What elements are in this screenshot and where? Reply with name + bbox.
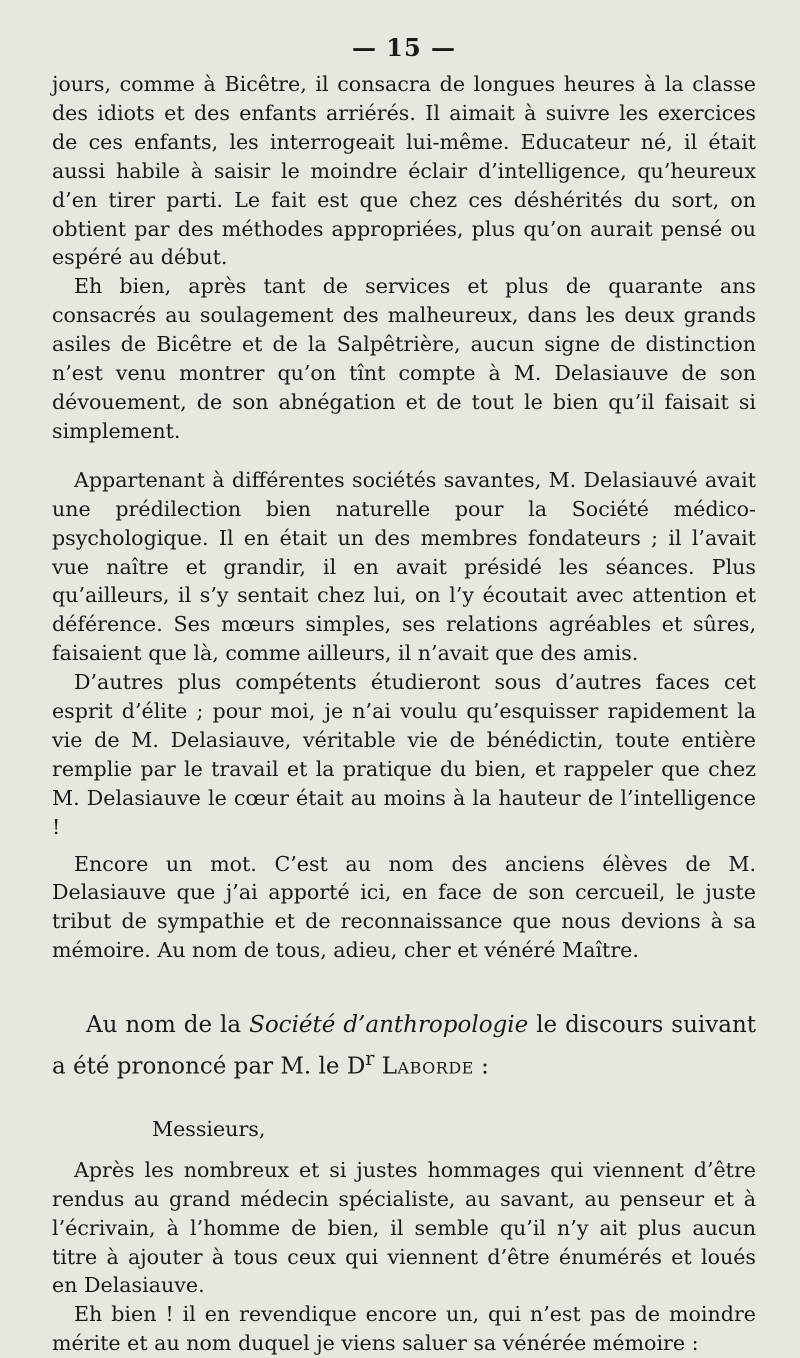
heading-prefix: Au nom de la: [86, 1012, 250, 1039]
page-number: — 15 —: [351, 33, 457, 62]
heading-superscript: r: [365, 1047, 375, 1071]
paragraph-farewell: Encore un mot. C’est au nom des anciens élèves de M. Delasiauve que j’ai apporté ici, en face de son cercueil, le juste tribut de sympathie et de reconnaissance que nous devions à sa mémoire. Au nom de tous, adieu, cher et vénéré Maître.: [52, 851, 756, 963]
paragraph-societies: Appartenant à différentes sociétés savantes, M. Delasiauvé avait une prédilection bien naturelle pour la Société médico-psychologique. Il en était un des membres fondateurs ; il l’avait vue naître et grandir, il en avait présidé les séances. Plus qu’ailleurs, il s’y sentait chez lui, on l’y écoutait avec attention et déférence. Ses mœurs simples, ses relations agréables et sûres, faisaient que là, comme ailleurs, il n’avait que des amis.: [52, 467, 756, 666]
heading-society: Société d’anthropologie: [249, 1012, 529, 1039]
salutation: Messieurs,: [152, 1116, 266, 1141]
paragraph-continuation: jours, comme à Bicêtre, il consacra de longues heures à la classe des idiots et des enfants arriérés. Il aimait à suivre les exercices de ces enfants, les interrogeait lui-même. Educateur né, il était aussi habile à saisir le moindre éclair d’intelligence, qu’heureux d’en tirer parti. Le fait est que chez ces déshérités du sort, on obtient par des méthodes appropriées, plus qu’on aurait pensé ou espéré au début.: [52, 72, 756, 270]
heading-middle: le discours suivant a été prononcé par M. le D: [52, 1012, 756, 1080]
paragraph-elite: D’autres plus compétents étudieront sous d’autres faces cet esprit d’élite ; pour moi, je n’ai voulu qu’esquisser rapidement la vie de M. Delasiauve, véritable vie de bénédictin, toute entière remplie par le travail et la pratique du bien, et rappeler que chez M. Delasiauve le cœur était au moins à la hauteur de l’intelligence !: [52, 670, 756, 839]
paragraph-revendique: Eh bien ! il en revendique encore un, qui n’est pas de moindre mérite et au nom duquel je viens saluer sa vénérée mémoire :: [52, 1302, 756, 1356]
paragraph-hommages: Après les nombreux et si justes hommages qui viennent d’être rendus au grand médecin spécialiste, au savant, au penseur et à l’écrivain, à l’homme de bien, il semble qu’il n’y ait plus aucun titre à ajouter à tous ceux qui viennent d’être énumérés et loués en Delasiauve.: [52, 1157, 756, 1298]
heading-suffix: :: [473, 1053, 489, 1080]
heading-name: Laborde: [381, 1053, 474, 1080]
paragraph-distinction: Eh bien, après tant de services et plus de quarante ans consacrés au soulagement des malheureux, dans les deux grands asiles de Bicêtre et de la Salpêtrière, aucun signe de distinction n’est venu montrer qu’on tînt compte à M. Delasiauve de son dévouement, de son abnégation et de tout le bien qu’il faisait si simplement.: [52, 274, 756, 443]
section-heading: [52, 1009, 756, 1084]
